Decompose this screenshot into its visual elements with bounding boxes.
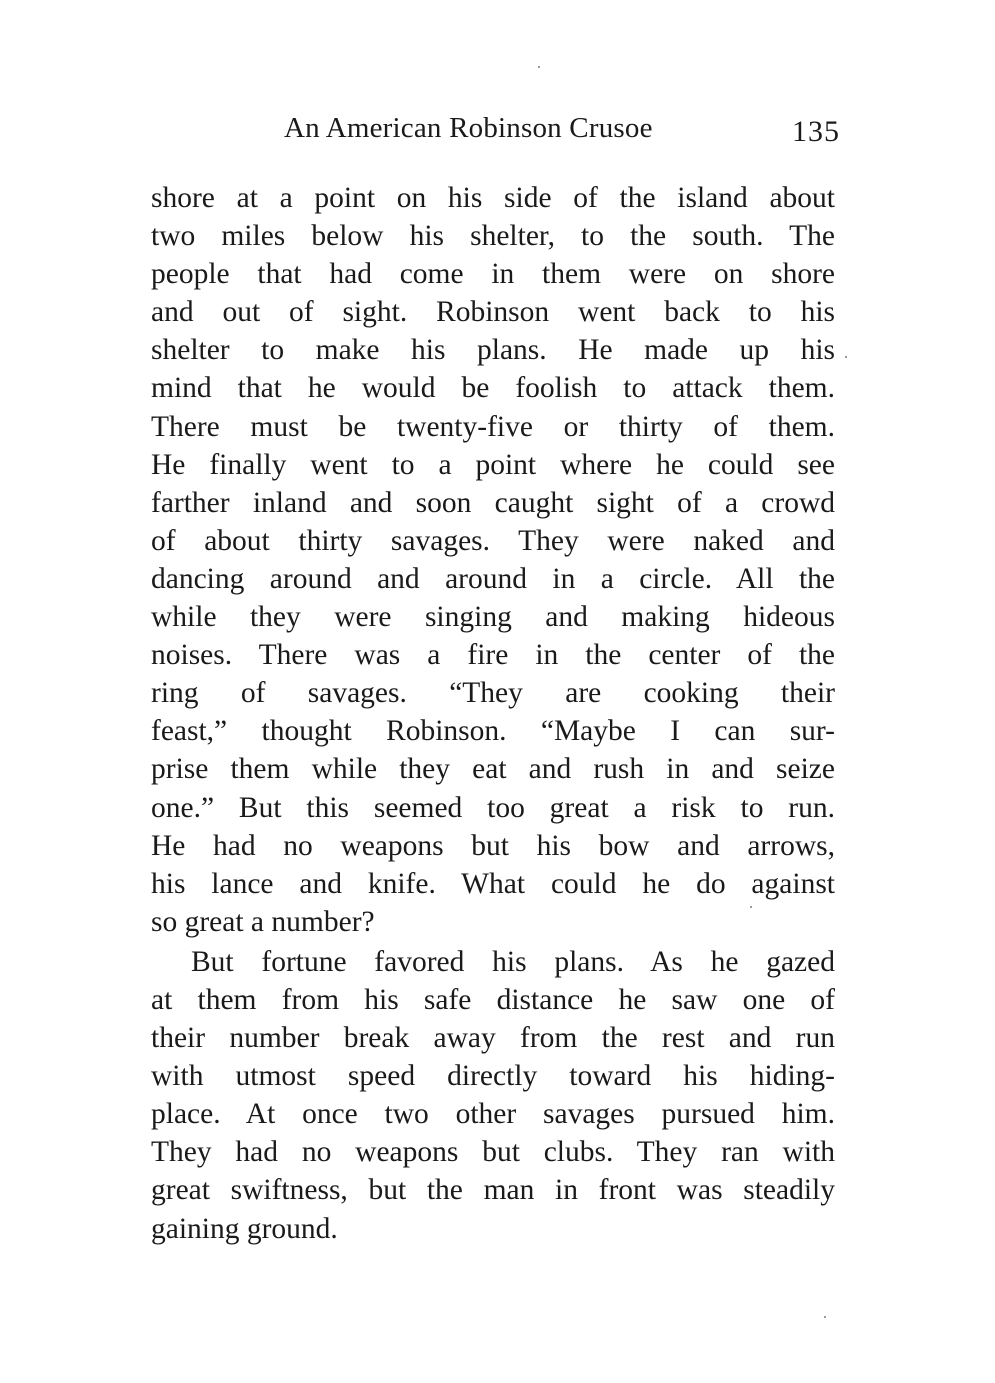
text-line: feast,” thought Robinson. “Maybe I can sur- [151, 715, 835, 748]
text-line: great swiftness, but the man in front was steadily [151, 1174, 835, 1207]
scan-speck [845, 356, 847, 358]
running-head [150, 106, 840, 150]
text-line: He finally went to a point where he could see [151, 448, 835, 481]
text-line: shelter to make his plans. He made up his [151, 334, 835, 367]
text-line: There must be twenty-five or thirty of them. [151, 410, 835, 443]
paragraph-2 [151, 943, 835, 1248]
text-line: gaining ground. [151, 1212, 338, 1245]
text-line: place. At once two other savages pursued him. [151, 1098, 835, 1131]
text-line: shore at a point on his side of the island about [151, 182, 835, 214]
page-number: 135 [792, 115, 840, 148]
text-line: and out of sight. Robinson went back to his [151, 296, 835, 329]
text-line: so great a number? [151, 905, 375, 938]
text-line: his lance and knife. What could he do against [151, 867, 835, 900]
text-line: dancing around and around in a circle. All the [151, 562, 835, 595]
text-line: two miles below his shelter, to the south. The [151, 220, 835, 253]
text-line: their number break away from the rest and run [151, 1022, 835, 1055]
text-line: while they were singing and making hideous [151, 601, 835, 634]
text-line: prise them while they eat and rush in and seize [151, 753, 835, 786]
text-line: mind that he would be foolish to attack them. [151, 372, 835, 405]
text-line: at them from his safe distance he saw one of [151, 983, 835, 1016]
text-line: noises. There was a fire in the center of the [151, 639, 835, 672]
text-line: one.” But this seemed too great a risk to run. [151, 791, 835, 824]
text-line: farther inland and soon caught sight of a crowd [151, 486, 835, 519]
text-line: with utmost speed directly toward his hiding- [151, 1060, 835, 1093]
text-line: They had no weapons but clubs. They ran with [151, 1136, 835, 1169]
text-line: people that had come in them were on shore [151, 258, 835, 291]
text-line: But fortune favored his plans. As he gazed [191, 945, 835, 978]
text-line: ring of savages. “They are cooking their [151, 677, 835, 710]
running-title: An American Robinson Crusoe [284, 112, 653, 144]
paragraph-1 [151, 179, 835, 941]
scan-speck [750, 906, 752, 908]
text-line: He had no weapons but his bow and arrows, [151, 829, 835, 862]
scan-speck [538, 66, 540, 68]
text-line: of about thirty savages. They were naked and [151, 524, 835, 557]
scan-speck [824, 1316, 826, 1318]
body-text [151, 179, 835, 1248]
